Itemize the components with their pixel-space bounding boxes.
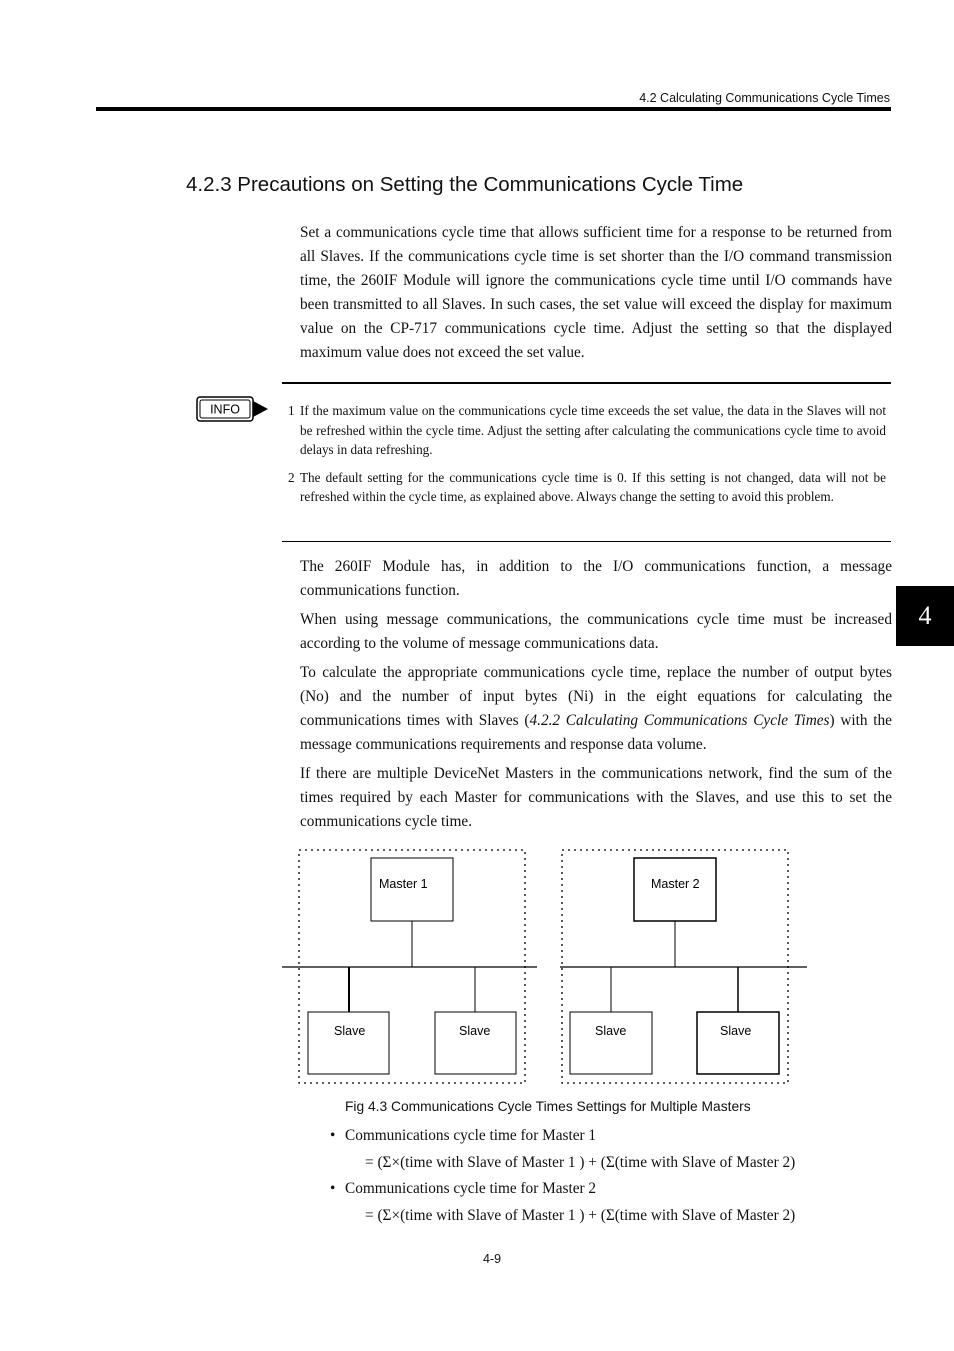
slave-node [570,1012,652,1074]
slave-node [697,1012,779,1074]
slave-node [308,1012,389,1074]
info-box-top-rule [282,382,891,384]
bullet-label: Communications cycle time for Master 1 [345,1127,597,1144]
running-header: 4.2 Calculating Communications Cycle Times [639,91,890,105]
formula-master2: = (Σ×(time with Slave of Master 1 ) + (Σ(time with Slave of Master 2) [365,1206,796,1224]
body-paragraphs [300,555,892,839]
info-item-number: 1 [288,403,295,418]
info-icon-label: INFO [210,402,240,417]
figure-caption: Fig 4.3 Communications Cycle Times Settings for Multiple Masters [345,1099,751,1114]
formula-master1: = (Σ×(time with Slave of Master 1 ) + (Σ(time with Slave of Master 2) [365,1153,796,1171]
formula-list [330,1123,890,1229]
slave-node [435,1012,516,1074]
paragraph-calculation-start: To calculate the appropriate communications cycle time, replace the number of output bytes (No) and the number of input bytes (Ni) in the eight equations for calculating the communications times with Slaves ( [300,664,892,729]
paragraph-calculation [300,661,892,757]
cross-reference-link[interactable]: 4.2.2 Calculating Communications Cycle Times [529,712,830,729]
section-title: 4.2.3 Precautions on Setting the Communications Cycle Time [186,173,744,196]
info-icon [196,396,274,422]
slave-label: Slave [334,1024,366,1038]
network-diagram [270,840,830,1100]
bullet-dot: • [330,1180,336,1197]
info-item [288,468,886,507]
header-rule [96,107,891,111]
intro-paragraph: Set a communications cycle time that allows sufficient time for a response to be returned from all Slaves. If the communications cycle time is set shorter than the I/O command transmission time, the 260IF Module will ignore the communications cycle time until I/O commands have been transmitted to all Slaves. In such cases, the set value will exceed the display for maximum value on the CP-717 communications cycle time. Adjust the setting so that the displayed maximum value does not exceed the set value. [300,224,892,361]
slave-label: Slave [459,1024,491,1038]
info-list [288,401,886,515]
bullet-label: Communications cycle time for Master 2 [345,1180,597,1197]
slave-label: Slave [720,1024,752,1038]
chapter-tab: 4 [896,586,954,646]
master1-label: Master 1 [379,877,428,891]
info-item [288,401,886,460]
info-box-bottom-rule [282,541,891,542]
paragraph-message-volume: When using message communications, the communications cycle time must be increased according to the volume of message communications data. [300,611,892,652]
info-item-text: If the maximum value on the communications cycle time exceeds the set value, the data in the Slaves will not be refreshed within the cycle time. Adjust the setting after calculating the communications cycle time to avoid delays in data refreshing. [300,403,886,457]
bullet-dot: • [330,1127,336,1144]
intro-paragraph-block [300,221,892,370]
paragraph-calculation-end: ) with the message communications requirements and response data volume. [300,712,892,753]
slave-label: Slave [595,1024,627,1038]
paragraph-message-function: The 260IF Module has, in addition to the I/O communications function, a message communications function. [300,558,892,599]
info-item-number: 2 [288,469,295,485]
master2-label: Master 2 [651,877,700,891]
page-number: 4-9 [482,1252,502,1266]
bullet-item [330,1176,890,1202]
paragraph-multiple-masters: If there are multiple DeviceNet Masters in the communications network, find the sum of the times required by each Master for communications with the Slaves, and use this to set the communications cycle time. [300,765,892,830]
bullet-item [330,1123,890,1149]
info-item-text: The default setting for the communications cycle time is 0. If this setting is not changed, data will not be refreshed within the cycle time, as explained above. Always change the setting to avoid this problem. [300,469,886,504]
